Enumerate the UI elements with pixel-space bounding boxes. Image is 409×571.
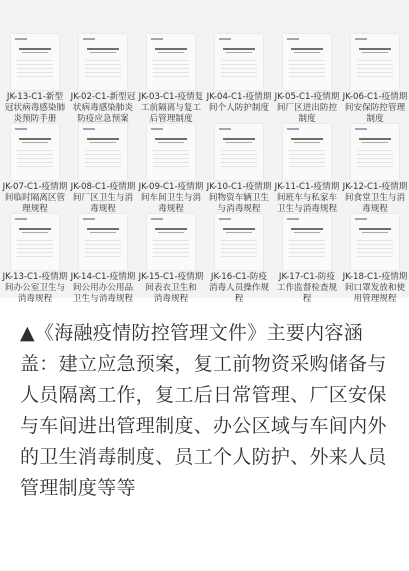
- thumbnail-title-line: [291, 138, 323, 140]
- brand-mark: [83, 38, 95, 40]
- thumbnail-body-line: [153, 76, 189, 77]
- thumbnail-body-line: [357, 162, 393, 163]
- thumbnail-body-line: [153, 240, 189, 241]
- thumbnail-title-line: [87, 138, 119, 140]
- thumbnail-body-line: [17, 244, 53, 245]
- thumbnail-body-line: [17, 64, 53, 65]
- thumbnail-body-line: [85, 150, 121, 151]
- document-caption: JK-07-C1-疫情期 间临时隔离区管 理规程: [2, 182, 68, 214]
- document-caption: JK-13-C1-新型 冠状病毒感染肺 炎预防手册: [4, 92, 66, 124]
- thumbnail-body-line: [357, 256, 393, 257]
- thumbnail-body-line: [221, 252, 257, 253]
- thumbnail-body-line: [17, 240, 53, 241]
- document-thumbnail[interactable]: [283, 34, 331, 90]
- brand-mark: [287, 38, 299, 40]
- thumbnail-body-line: [221, 244, 257, 245]
- thumbnail-body-line: [17, 256, 53, 257]
- brand-mark: [83, 218, 95, 220]
- thumbnail-title-line: [223, 48, 255, 50]
- thumbnail-subtitle-line: [294, 142, 320, 143]
- brand-mark: [151, 128, 163, 130]
- thumbnail-title-line: [87, 48, 119, 50]
- thumbnail-title-line: [155, 48, 187, 50]
- thumbnail-subtitle-line: [90, 142, 116, 143]
- thumbnail-subtitle-line: [90, 232, 116, 233]
- thumbnail-body-line: [221, 162, 257, 163]
- thumbnail-body-line: [17, 68, 53, 69]
- thumbnail-subtitle-line: [226, 52, 252, 53]
- document-caption: JK-16-C1-防疫 消毒人员操作规 程: [208, 272, 270, 304]
- thumbnail-subtitle-line: [362, 232, 388, 233]
- thumbnail-title-line: [223, 138, 255, 140]
- brand-mark: [15, 218, 27, 220]
- thumbnail-title-line: [223, 228, 255, 230]
- thumbnail-subtitle-line: [362, 52, 388, 53]
- thumbnail-body-line: [221, 154, 257, 155]
- thumbnail-body-line: [221, 60, 257, 61]
- document-thumbnail[interactable]: [11, 214, 59, 270]
- document-thumbnail[interactable]: [215, 214, 263, 270]
- thumbnail-body-line: [221, 158, 257, 159]
- brand-mark: [151, 38, 163, 40]
- thumbnail-body-line: [17, 60, 53, 61]
- thumbnail-body-line: [153, 68, 189, 69]
- thumbnail-body-line: [17, 248, 53, 249]
- thumbnail-body-line: [17, 166, 53, 167]
- thumbnail-body-line: [153, 72, 189, 73]
- thumbnail-title-line: [155, 228, 187, 230]
- document-thumbnail[interactable]: [79, 214, 127, 270]
- document-caption: JK-15-C1-疫情期 间表衣卫生和 消毒规程: [138, 272, 204, 304]
- thumbnail-body-line: [17, 76, 53, 77]
- thumbnail-body-line: [85, 240, 121, 241]
- thumbnail-body-line: [153, 64, 189, 65]
- document-thumbnail[interactable]: [147, 124, 195, 180]
- thumbnail-subtitle-line: [22, 232, 48, 233]
- thumbnail-body-line: [289, 76, 325, 77]
- thumbnail-body-line: [289, 240, 325, 241]
- brand-mark: [15, 128, 27, 130]
- thumbnail-body-line: [153, 150, 189, 151]
- document-caption: JK-18-C1-疫情期 间口罩发放和使 用管理规程: [342, 272, 408, 304]
- thumbnail-body-line: [153, 256, 189, 257]
- brand-mark: [287, 128, 299, 130]
- thumbnail-body-line: [153, 154, 189, 155]
- thumbnail-subtitle-line: [22, 52, 48, 53]
- thumbnail-body-line: [289, 256, 325, 257]
- thumbnail-body-line: [153, 244, 189, 245]
- thumbnail-body-line: [85, 244, 121, 245]
- thumbnail-body-line: [85, 64, 121, 65]
- thumbnail-body-line: [357, 76, 393, 77]
- thumbnail-title-line: [291, 228, 323, 230]
- thumbnail-body-line: [221, 256, 257, 257]
- thumbnail-body-line: [17, 162, 53, 163]
- thumbnail-body-line: [153, 166, 189, 167]
- thumbnail-body-line: [289, 60, 325, 61]
- thumbnail-body-line: [85, 252, 121, 253]
- thumbnail-body-line: [85, 158, 121, 159]
- document-thumbnail[interactable]: [79, 34, 127, 90]
- thumbnail-body-line: [357, 252, 393, 253]
- thumbnail-body-line: [357, 60, 393, 61]
- document-caption: JK-08-C1-疫情期 间厂区卫生与消 毒规程: [70, 182, 136, 214]
- thumbnail-body-line: [17, 72, 53, 73]
- document-caption: JK-09-C1-疫情期 间车间卫生与消 毒规程: [138, 182, 204, 214]
- thumbnail-subtitle-line: [90, 52, 116, 53]
- brand-mark: [355, 38, 367, 40]
- thumbnail-body-line: [289, 244, 325, 245]
- thumbnail-body-line: [289, 72, 325, 73]
- thumbnail-subtitle-line: [158, 142, 184, 143]
- thumbnail-body-line: [153, 248, 189, 249]
- thumbnail-body-line: [17, 150, 53, 151]
- thumbnail-body-line: [289, 158, 325, 159]
- thumbnail-subtitle-line: [294, 52, 320, 53]
- brand-mark: [219, 38, 231, 40]
- thumbnail-subtitle-line: [22, 142, 48, 143]
- thumbnail-body-line: [357, 240, 393, 241]
- thumbnail-body-line: [357, 68, 393, 69]
- brand-mark: [355, 218, 367, 220]
- document-caption: JK-14-C1-疫情期 间公用办公用品 卫生与消毒规程: [70, 272, 136, 304]
- document-caption: JK-03-C1-疫情复 工前隔离与复工 后管理制度: [138, 92, 204, 124]
- brand-mark: [83, 128, 95, 130]
- thumbnail-body-line: [221, 248, 257, 249]
- thumbnail-body-line: [357, 64, 393, 65]
- brand-mark: [151, 218, 163, 220]
- thumbnail-title-line: [359, 228, 391, 230]
- document-thumbnail[interactable]: [147, 214, 195, 270]
- thumbnail-body-line: [289, 248, 325, 249]
- thumbnail-title-line: [19, 228, 51, 230]
- thumbnail-subtitle-line: [158, 52, 184, 53]
- thumbnail-body-line: [289, 252, 325, 253]
- thumbnail-body-line: [289, 162, 325, 163]
- brand-mark: [219, 128, 231, 130]
- document-caption: JK-04-C1-疫情期 间个人防护制度: [206, 92, 272, 113]
- document-thumbnail[interactable]: [351, 34, 399, 90]
- thumbnail-body-line: [85, 68, 121, 69]
- brand-mark: [355, 128, 367, 130]
- thumbnail-body-line: [17, 158, 53, 159]
- document-caption: JK-06-C1-疫情期 间安保防控管理 制度: [342, 92, 408, 124]
- document-thumbnail[interactable]: [79, 124, 127, 180]
- thumbnail-body-line: [153, 60, 189, 61]
- thumbnail-body-line: [85, 248, 121, 249]
- thumbnail-body-line: [221, 72, 257, 73]
- brand-mark: [219, 218, 231, 220]
- thumbnail-body-line: [153, 252, 189, 253]
- thumbnail-title-line: [359, 48, 391, 50]
- thumbnail-title-line: [87, 228, 119, 230]
- thumbnail-body-line: [357, 244, 393, 245]
- thumbnail-title-line: [155, 138, 187, 140]
- thumbnail-body-line: [289, 154, 325, 155]
- thumbnail-body-line: [357, 150, 393, 151]
- document-caption: JK-13-C1-疫情期 间办公室卫生与 消毒规程: [2, 272, 68, 304]
- document-caption: JK-17-C1-防疫 工作监督检查规 程: [276, 272, 338, 304]
- thumbnail-title-line: [359, 138, 391, 140]
- thumbnail-body-line: [221, 240, 257, 241]
- document-thumbnail[interactable]: [147, 34, 195, 90]
- description-text: ▲《海融疫情防控管理文件》主要内容涵盖：建立应急预案，复工前物资采购储备与人员隔离工作，复工后日常管理、厂区安保与车间进出管理制度、办公区域与车间内外的卫生消毒制度、员工个人防护、外来人员管理制度等等: [20, 322, 387, 499]
- document-thumbnail[interactable]: [351, 124, 399, 180]
- document-thumbnail[interactable]: [283, 124, 331, 180]
- thumbnail-subtitle-line: [294, 232, 320, 233]
- thumbnail-body-line: [85, 76, 121, 77]
- thumbnail-body-line: [221, 64, 257, 65]
- thumbnail-body-line: [153, 162, 189, 163]
- thumbnail-subtitle-line: [226, 232, 252, 233]
- thumbnail-subtitle-line: [362, 142, 388, 143]
- thumbnail-body-line: [357, 72, 393, 73]
- document-thumbnail[interactable]: [215, 124, 263, 180]
- thumbnail-body-line: [85, 162, 121, 163]
- document-caption: JK-05-C1-疫情期 间厂区进出防控 制度: [274, 92, 340, 124]
- thumbnail-title-line: [19, 138, 51, 140]
- thumbnail-body-line: [357, 166, 393, 167]
- thumbnail-body-line: [221, 76, 257, 77]
- document-thumbnail[interactable]: [11, 124, 59, 180]
- thumbnail-body-line: [17, 252, 53, 253]
- thumbnail-title-line: [291, 48, 323, 50]
- document-thumbnail[interactable]: [11, 34, 59, 90]
- thumbnail-title-line: [19, 48, 51, 50]
- thumbnail-body-line: [221, 150, 257, 151]
- thumbnail-body-line: [85, 166, 121, 167]
- thumbnail-subtitle-line: [158, 232, 184, 233]
- thumbnail-body-line: [85, 256, 121, 257]
- thumbnail-body-line: [153, 158, 189, 159]
- thumbnail-body-line: [357, 154, 393, 155]
- thumbnail-subtitle-line: [226, 142, 252, 143]
- document-caption: JK-11-C1-疫情期 间班车与私家车 卫生与消毒规程: [274, 182, 340, 214]
- thumbnail-body-line: [289, 150, 325, 151]
- thumbnail-body-line: [289, 68, 325, 69]
- thumbnail-body-line: [17, 154, 53, 155]
- brand-mark: [287, 218, 299, 220]
- brand-mark: [15, 38, 27, 40]
- thumbnail-body-line: [85, 72, 121, 73]
- document-thumbnail[interactable]: [215, 34, 263, 90]
- document-caption: JK-10-C1-疫情期 间物资车辆卫生 与消毒规程: [206, 182, 272, 214]
- thumbnail-body-line: [85, 60, 121, 61]
- thumbnail-body-line: [221, 166, 257, 167]
- thumbnail-body-line: [85, 154, 121, 155]
- document-caption: JK-12-C1-疫情期 间食堂卫生与消 毒规程: [342, 182, 408, 214]
- thumbnail-body-line: [357, 248, 393, 249]
- thumbnail-body-line: [221, 68, 257, 69]
- thumbnail-body-line: [289, 64, 325, 65]
- document-caption: JK-02-C1-新型冠 状病毒感染肺炎 防疫应急预案: [70, 92, 136, 124]
- document-thumbnail[interactable]: [351, 214, 399, 270]
- thumbnail-body-line: [289, 166, 325, 167]
- thumbnail-body-line: [357, 158, 393, 159]
- document-thumbnail[interactable]: [283, 214, 331, 270]
